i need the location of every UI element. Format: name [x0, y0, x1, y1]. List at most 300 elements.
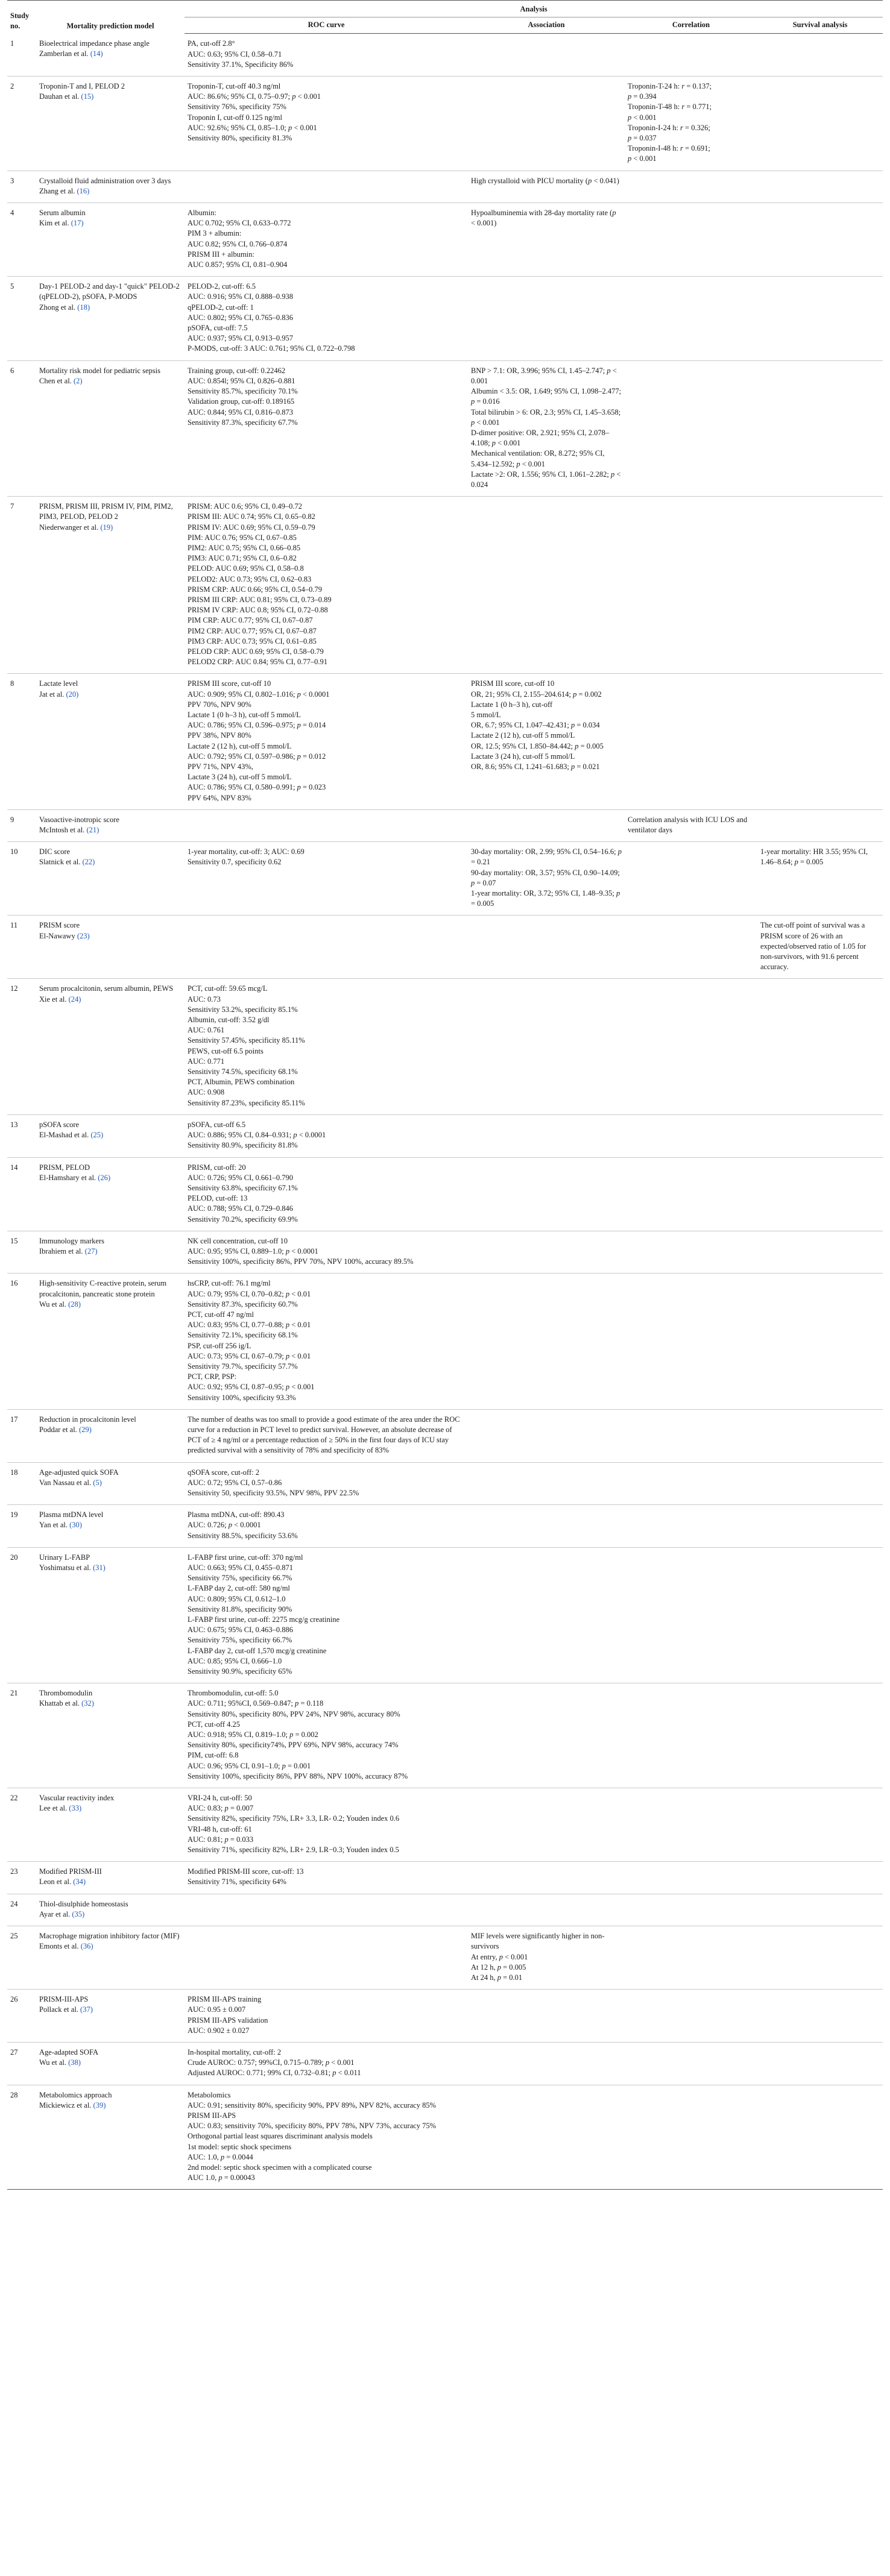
association-cell [468, 34, 625, 77]
association-cell [468, 277, 625, 360]
model-cell-line: Ayar et al. (35) [39, 1909, 85, 1918]
roc-cell-line: Sensitivity 100%, specificity 86%, PPV 88%, NPV 100%, accuracy 87% [188, 1771, 408, 1780]
model-cell-line: Zhang et al. (16) [39, 186, 90, 195]
association-cell-line: Lactate 2 (12 h), cut-off 5 mmol/L [471, 731, 575, 740]
roc-cell-line: Plasma mtDNA, cut-off: 890.43 [188, 1510, 285, 1519]
roc-cell-line: AUC: 0.63; 95% CI, 0.58–0.71 [188, 49, 282, 58]
roc-cell-line: PPV 70%, NPV 90% [188, 700, 251, 709]
roc-cell-line: PELOD: AUC 0.69; 95% CI, 0.58–0.8 [188, 564, 304, 573]
roc-cell-line: Sensitivity 88.5%, specificity 53.6% [188, 1531, 298, 1540]
model-cell [36, 1231, 185, 1274]
roc-cell-line: Sensitivity 71%, specificity 64% [188, 1877, 286, 1886]
study-number: 26 [7, 1990, 36, 2043]
roc-cell-line: PEWS, cut-off 6.5 points [188, 1046, 264, 1055]
survival-cell [757, 77, 883, 171]
association-cell [468, 1862, 625, 1894]
survival-cell [757, 2085, 883, 2190]
study-number: 12 [7, 979, 36, 1114]
roc-cell-line: Troponin I, cut-off 0.125 ng/ml [188, 113, 282, 122]
model-cell-line: Troponin-T and I, PELOD 2 [39, 82, 125, 91]
study-number: 11 [7, 916, 36, 979]
roc-cell [185, 1683, 468, 1788]
correlation-cell [625, 1157, 757, 1231]
roc-cell-line: PCT, cut-off 4.25 [188, 1720, 241, 1729]
model-cell [36, 77, 185, 171]
roc-cell-line: AUC: 0.96; 95% CI, 0.91–1.0; p = 0.001 [188, 1761, 311, 1770]
roc-cell-line: AUC: 0.83; p = 0.007 [188, 1804, 254, 1813]
roc-cell-line: PCT, CRP, PSP: [188, 1372, 237, 1381]
survival-cell [757, 2042, 883, 2085]
roc-cell-line: AUC: 1.0, p = 0.0044 [188, 2152, 253, 2161]
model-cell-line: Bioelectrical impedance phase angle [39, 39, 150, 48]
association-cell-line: Hypoalbuminemia with 28-day mortality rate (p < 0.001) [471, 209, 616, 228]
model-cell-line: Wu et al. (38) [39, 2058, 81, 2067]
association-cell [468, 1114, 625, 1157]
roc-cell-line: AUC: 0.95 ± 0.007 [188, 2005, 246, 2014]
model-cell-line: Day-1 PELOD-2 and day-1 "quick" PELOD-2 (qPELOD-2), pSOFA, P-MODS [39, 282, 180, 301]
model-cell-line: El-Hamshary et al. (26) [39, 1173, 111, 1182]
roc-cell-line: Sensitivity 57.45%, specificity 85.11% [188, 1036, 305, 1045]
roc-cell-line: PELOD2 CRP: AUC 0.84; 95% CI, 0.77–0.91 [188, 658, 327, 667]
correlation-cell-line: Troponin-I-48 h: r = 0.691; [628, 144, 710, 153]
model-cell [36, 674, 185, 809]
correlation-cell [625, 1547, 757, 1683]
roc-cell-line: PRISM IV CRP: AUC 0.8; 95% CI, 0.72–0.88 [188, 606, 328, 615]
correlation-cell [625, 2085, 757, 2190]
header-association: Association [468, 17, 625, 34]
roc-cell [185, 77, 468, 171]
survival-cell [757, 1462, 883, 1505]
correlation-cell [625, 360, 757, 496]
association-cell-line: OR, 12.5; 95% CI, 1.850–84.442; p = 0.005 [471, 741, 604, 750]
correlation-cell [625, 1788, 757, 1862]
roc-cell-line: AUC: 0.771 [188, 1057, 225, 1066]
roc-cell-line: PPV 38%, NPV 80% [188, 731, 251, 740]
association-cell-line: MIF levels were significantly higher in non-survivors [471, 1932, 605, 1951]
model-cell [36, 1157, 185, 1231]
association-cell [468, 1462, 625, 1505]
association-cell [468, 497, 625, 674]
survival-cell [757, 1862, 883, 1894]
roc-cell-line: Orthogonal partial least squares discriminant analysis models [188, 2132, 373, 2141]
roc-cell-line: PIM3 CRP: AUC 0.73; 95% CI, 0.61–0.85 [188, 636, 317, 646]
survival-cell [757, 203, 883, 277]
survival-cell [757, 916, 883, 979]
model-cell-line: PRISM, PRISM III, PRISM IV, PIM, PIM2, PIM3, PELOD, PELOD 2 [39, 502, 173, 521]
roc-cell-line: AUC: 0.844; 95% CI, 0.816–0.873 [188, 407, 293, 416]
study-number: 20 [7, 1547, 36, 1683]
roc-cell [185, 1409, 468, 1462]
association-cell-line: High crystalloid with PICU mortality (p < 0.041) [471, 176, 619, 185]
study-number: 24 [7, 1894, 36, 1926]
association-cell [468, 1505, 625, 1548]
model-cell-line: Yan et al. (30) [39, 1521, 82, 1530]
roc-cell-line: Sensitivity 80.9%, specificity 81.8% [188, 1141, 298, 1150]
study-number: 1 [7, 34, 36, 77]
association-cell-line: D-dimer positive: OR, 2.921; 95% CI, 2.078–4.108; p < 0.001 [471, 428, 610, 448]
roc-cell [185, 979, 468, 1114]
roc-cell-line: AUC 1.0, p = 0.00043 [188, 2173, 255, 2182]
roc-cell-line: PRISM III: AUC 0.74; 95% CI, 0.65–0.82 [188, 512, 315, 521]
roc-cell [185, 1114, 468, 1157]
association-cell-line: At 24 h, p = 0.01 [471, 1973, 523, 1982]
roc-cell-line: AUC: 0.786; 95% CI, 0.596–0.975; p = 0.014 [188, 721, 326, 730]
study-number: 17 [7, 1409, 36, 1462]
roc-cell-line: AUC: 0.83; 95% CI, 0.77–0.88; p < 0.01 [188, 1321, 311, 1330]
roc-cell [185, 1547, 468, 1683]
model-cell-line: Age-adjusted quick SOFA [39, 1468, 119, 1477]
roc-cell-line: Sensitivity 87.23%, specificity 85.11% [188, 1098, 305, 1107]
model-cell [36, 360, 185, 496]
table-row [7, 842, 883, 916]
roc-cell-line: AUC: 0.916; 95% CI, 0.888–0.938 [188, 292, 293, 301]
table-row [7, 2085, 883, 2190]
roc-cell [185, 203, 468, 277]
table-row [7, 1274, 883, 1409]
roc-cell-line: AUC: 0.72; 95% CI, 0.57–0.86 [188, 1478, 282, 1487]
roc-cell-line: PRISM III score, cut-off 10 [188, 679, 271, 688]
association-cell [468, 77, 625, 171]
survival-cell [757, 1231, 883, 1274]
roc-cell-line: Sensitivity 80%, specificity74%, PPV 69%, NPV 98%, accuracy 74% [188, 1741, 399, 1750]
roc-cell-line: Sensitivity 76%, specificity 75% [188, 102, 286, 112]
survival-cell [757, 1926, 883, 1990]
model-cell [36, 842, 185, 916]
roc-cell-line: VRI-48 h, cut-off: 61 [188, 1824, 252, 1833]
study-number: 14 [7, 1157, 36, 1231]
roc-cell-line: VRI-24 h, cut-off: 50 [188, 1794, 252, 1803]
roc-cell-line: Thrombomodulin, cut-off: 5.0 [188, 1689, 279, 1698]
study-number: 2 [7, 77, 36, 171]
roc-cell-line: PRISM III CRP: AUC 0.81; 95% CI, 0.73–0.89 [188, 595, 332, 604]
survival-cell [757, 497, 883, 674]
study-table [7, 0, 883, 2190]
association-cell [468, 1683, 625, 1788]
roc-cell-line: Sensitivity 81.8%, specificity 90% [188, 1604, 292, 1613]
roc-cell-line: PELOD CRP: AUC 0.69; 95% CI, 0.58–0.79 [188, 647, 324, 656]
roc-cell-line: Training group, cut-off: 0.22462 [188, 366, 286, 375]
model-cell-line: Emonts et al. (36) [39, 1942, 93, 1951]
roc-cell [185, 2042, 468, 2085]
model-cell [36, 1990, 185, 2043]
roc-cell-line: AUC: 0.792; 95% CI, 0.597–0.986; p = 0.012 [188, 752, 326, 761]
roc-cell-line: PSP, cut-off 256 ig/L [188, 1341, 251, 1350]
survival-cell [757, 1409, 883, 1462]
model-cell [36, 809, 185, 841]
roc-cell-line: AUC: 0.802; 95% CI, 0.765–0.836 [188, 313, 293, 322]
association-cell-line: OR, 6.7; 95% CI, 1.047–42.431; p = 0.034 [471, 721, 600, 730]
roc-cell-line: AUC: 0.663; 95% CI, 0.455–0.871 [188, 1563, 293, 1572]
roc-cell-line: AUC: 0.726; 95% CI, 0.661–0.790 [188, 1173, 293, 1182]
study-number: 5 [7, 277, 36, 360]
roc-cell-line: PIM3: AUC 0.71; 95% CI, 0.6–0.82 [188, 554, 297, 563]
survival-cell-line: 1-year mortality: HR 3.55; 95% CI, 1.46–8.64; p = 0.005 [760, 847, 868, 867]
association-cell [468, 1231, 625, 1274]
association-cell [468, 1409, 625, 1462]
model-cell-line: Serum procalcitonin, serum albumin, PEWS [39, 984, 174, 993]
roc-cell-line: PA, cut-off 2.8° [188, 39, 235, 48]
roc-cell-line: AUC: 0.761 [188, 1026, 225, 1035]
model-cell-line: Plasma mtDNA level [39, 1510, 104, 1519]
roc-cell-line: Sensitivity 100%, specificity 86%, PPV 70%, NPV 100%, accuracy 89.5% [188, 1257, 414, 1266]
table-row [7, 1788, 883, 1862]
roc-cell-line: qSOFA score, cut-off: 2 [188, 1468, 259, 1477]
model-cell [36, 979, 185, 1114]
model-cell-line: PRISM-III-APS [39, 1995, 89, 2004]
association-cell [468, 203, 625, 277]
association-cell [468, 1926, 625, 1990]
roc-cell [185, 1926, 468, 1990]
table-row [7, 1894, 883, 1926]
association-cell-line: Albumin < 3.5: OR, 1.649; 95% CI, 1.098–2.477; p = 0.016 [471, 387, 622, 406]
roc-cell-line: AUC: 0.81; p = 0.033 [188, 1835, 254, 1844]
roc-cell [185, 1990, 468, 2043]
table-row [7, 809, 883, 841]
association-cell [468, 2042, 625, 2085]
roc-cell [185, 916, 468, 979]
study-number: 7 [7, 497, 36, 674]
roc-cell-line: NK cell concentration, cut-off 10 [188, 1236, 288, 1245]
correlation-cell [625, 1862, 757, 1894]
survival-cell [757, 1505, 883, 1548]
roc-cell-line: Sensitivity 71%, specificity 82%, LR+ 2.9, LR−0.3; Youden index 0.5 [188, 1846, 399, 1855]
survival-cell [757, 674, 883, 809]
roc-cell-line: PRISM III-APS training [188, 1995, 262, 2004]
model-cell-line: Reduction in procalcitonin level [39, 1415, 136, 1424]
model-cell-line: High-sensitivity C-reactive protein, serum procalcitonin, pancreatic stone protein [39, 1279, 167, 1298]
model-cell-line: Mickiewicz et al. (39) [39, 2100, 106, 2109]
roc-cell [185, 674, 468, 809]
association-cell-line: BNP > 7.1: OR, 3.996; 95% CI, 1.45–2.747; p < 0.001 [471, 366, 617, 385]
model-cell [36, 1894, 185, 1926]
model-cell [36, 1683, 185, 1788]
model-cell-line: Vasoactive-inotropic score [39, 815, 119, 824]
roc-cell-line: AUC: 0.726; p < 0.0001 [188, 1521, 261, 1530]
model-cell [36, 1547, 185, 1683]
roc-cell-line: Sensitivity 90.9%, specificity 65% [188, 1667, 292, 1676]
correlation-cell [625, 1926, 757, 1990]
roc-cell [185, 2085, 468, 2190]
roc-cell-line: Albumin, cut-off: 3.52 g/dl [188, 1016, 270, 1025]
table-header [7, 1, 883, 34]
roc-cell-line: Albumin: [188, 209, 216, 218]
roc-cell-line: AUC: 0.711; 95%CI, 0.569–0.847; p = 0.118 [188, 1699, 324, 1708]
model-cell-line: PRISM score [39, 921, 80, 930]
survival-cell [757, 1547, 883, 1683]
model-cell-line: Metabolomics approach [39, 2090, 112, 2099]
association-cell [468, 171, 625, 203]
correlation-cell-line: p < 0.001 [628, 113, 657, 122]
roc-cell-line: AUC: 0.786; 95% CI, 0.580–0.991; p = 0.023 [188, 783, 326, 792]
model-cell-line: Modified PRISM-III [39, 1867, 102, 1876]
study-number: 28 [7, 2085, 36, 2190]
correlation-cell-line: Troponin-T-24 h: r = 0.137; [628, 82, 712, 91]
roc-cell [185, 1462, 468, 1505]
model-cell-line: Mortality risk model for pediatric sepsis [39, 366, 161, 375]
table-row [7, 1683, 883, 1788]
roc-cell-line: Lactate 1 (0 h–3 h), cut-off 5 mmol/L [188, 710, 301, 719]
survival-cell [757, 1683, 883, 1788]
roc-cell-line: Crude AUROC: 0.757; 99%CI, 0.715–0.789; p < 0.001 [188, 2058, 355, 2067]
roc-cell-line: Lactate 2 (12 h), cut-off 5 mmol/L [188, 741, 292, 750]
correlation-cell [625, 842, 757, 916]
model-cell [36, 1462, 185, 1505]
roc-cell-line: Metabolomics [188, 2090, 231, 2099]
association-cell-line: Mechanical ventilation: OR, 8.272; 95% CI, 5.434–12.592; p < 0.001 [471, 449, 605, 468]
roc-cell-line: AUC: 0.809; 95% CI, 0.612–1.0 [188, 1594, 286, 1603]
table-row [7, 1862, 883, 1894]
survival-cell [757, 1157, 883, 1231]
roc-cell-line: Lactate 3 (24 h), cut-off 5 mmol/L [188, 773, 292, 782]
table-row [7, 1926, 883, 1990]
association-cell [468, 1788, 625, 1862]
correlation-cell [625, 34, 757, 77]
correlation-cell-line: p < 0.001 [628, 154, 657, 163]
roc-cell-line: AUC: 0.79; 95% CI, 0.70–0.82; p < 0.01 [188, 1289, 311, 1298]
model-cell [36, 171, 185, 203]
roc-cell-line: 1-year mortality, cut-off: 3; AUC: 0.69 [188, 847, 305, 856]
model-cell [36, 277, 185, 360]
model-cell [36, 2042, 185, 2085]
model-cell-line: Serum albumin [39, 209, 86, 218]
roc-cell-line: Sensitivity 75%, specificity 66.7% [188, 1574, 292, 1583]
model-cell-line: El-Mashad et al. (25) [39, 1131, 104, 1140]
roc-cell [185, 809, 468, 841]
model-cell [36, 1505, 185, 1548]
roc-cell-line: L-FABP first urine, cut-off: 370 ng/ml [188, 1553, 303, 1562]
model-cell-line: Xie et al. (24) [39, 994, 81, 1004]
study-number: 13 [7, 1114, 36, 1157]
roc-cell-line: PCT, cut-off 47 ng/ml [188, 1310, 254, 1319]
survival-cell [757, 1274, 883, 1409]
roc-cell-line: Sensitivity 53.2%, specificity 85.1% [188, 1005, 298, 1014]
table-row [7, 1157, 883, 1231]
roc-cell-line: AUC 0.857; 95% CI, 0.81–0.904 [188, 260, 288, 269]
model-cell-line: Zamberlan et al. (14) [39, 49, 103, 58]
model-cell-line: Leon et al. (34) [39, 1877, 86, 1886]
roc-cell-line: AUC: 0.85; 95% CI, 0.666–1.0 [188, 1656, 282, 1665]
roc-cell-line: Sensitivity 63.8%, specificity 67.1% [188, 1183, 298, 1192]
correlation-cell [625, 171, 757, 203]
roc-cell-line: AUC 0.82; 95% CI, 0.766–0.874 [188, 239, 288, 248]
association-cell [468, 979, 625, 1114]
correlation-cell [625, 497, 757, 674]
study-number: 6 [7, 360, 36, 496]
roc-cell-line: L-FABP first urine, cut-off: 2275 mcg/g creatinine [188, 1615, 340, 1624]
header-study-no: Study no. [7, 1, 36, 34]
roc-cell-line: PPV 71%, NPV 43%, [188, 762, 253, 771]
roc-cell-line: L-FABP day 2, cut-off 1,570 mcg/g creatinine [188, 1646, 327, 1655]
association-cell [468, 842, 625, 916]
roc-cell-line: PRISM III-APS [188, 2111, 236, 2120]
model-cell-line: Slatnick et al. (22) [39, 858, 95, 867]
correlation-cell [625, 2042, 757, 2085]
roc-cell-line: AUC: 0.73; 95% CI, 0.67–0.79; p < 0.01 [188, 1351, 311, 1360]
table-row [7, 1505, 883, 1548]
correlation-cell [625, 1114, 757, 1157]
table-row [7, 203, 883, 277]
association-cell [468, 1274, 625, 1409]
table-row [7, 171, 883, 203]
model-cell [36, 1114, 185, 1157]
model-cell [36, 1274, 185, 1409]
header-roc: ROC curve [185, 17, 468, 34]
correlation-cell [625, 979, 757, 1114]
model-cell-line: Van Nassau et al. (5) [39, 1478, 102, 1487]
roc-cell-line: Sensitivity 72.1%, specificity 68.1% [188, 1331, 298, 1340]
model-cell-line: Poddar et al. (29) [39, 1425, 92, 1434]
roc-cell-line: AUC: 0.91; sensitivity 80%, specificity 90%, PPV 89%, NPV 82%, accuracy 85% [188, 2100, 436, 2109]
model-cell-line: Lactate level [39, 679, 78, 688]
association-cell-line: OR, 8.6; 95% CI, 1.241–61.683; p = 0.021 [471, 762, 600, 771]
correlation-cell [625, 77, 757, 171]
study-number: 27 [7, 2042, 36, 2085]
roc-cell [185, 497, 468, 674]
roc-cell-line: Sensitivity 50, specificity 93.5%, NPV 98%, PPV 22.5% [188, 1488, 359, 1497]
correlation-cell-line: Troponin-T-48 h: r = 0.771; [628, 102, 712, 112]
study-number: 22 [7, 1788, 36, 1862]
model-cell-line: Wu et al. (28) [39, 1299, 81, 1308]
table-row [7, 497, 883, 674]
roc-cell-line: The number of deaths was too small to provide a good estimate of the area under the ROC curve for a reduction in PCT level to predict survival. However, an absolute decrease of PCT of ≥ 4 ng/ml or a percentage reduction of ≥ 50% in the first four days of ICU stay predicted survival with a sensitivity of 78% and specificity of 83% [188, 1415, 460, 1455]
correlation-cell [625, 1409, 757, 1462]
correlation-cell-line: p = 0.394 [628, 92, 657, 101]
survival-cell [757, 1114, 883, 1157]
roc-cell-line: AUC: 0.675; 95% CI, 0.463–0.886 [188, 1626, 293, 1635]
roc-cell-line: AUC: 86.6%; 95% CI, 0.75–0.97; p < 0.001 [188, 92, 321, 101]
study-number: 4 [7, 203, 36, 277]
roc-cell-line: Sensitivity 74.5%, specificity 68.1% [188, 1067, 298, 1076]
association-cell [468, 1157, 625, 1231]
association-cell [468, 1990, 625, 2043]
correlation-cell [625, 1231, 757, 1274]
model-cell-line: PRISM, PELOD [39, 1163, 90, 1172]
association-cell-line: OR, 21; 95% CI, 2.155–204.614; p = 0.002 [471, 690, 602, 699]
header-correlation: Correlation [625, 17, 757, 34]
model-cell-line: Zhong et al. (18) [39, 303, 90, 312]
roc-cell [185, 1505, 468, 1548]
roc-cell-line: Sensitivity 85.7%, specificity 70.1% [188, 387, 298, 396]
model-cell-line: McIntosh et al. (21) [39, 826, 99, 835]
header-survival: Survival analysis [757, 17, 883, 34]
model-cell [36, 1409, 185, 1462]
roc-cell-line: PRISM: AUC 0.6; 95% CI, 0.49–0.72 [188, 502, 302, 511]
correlation-cell [625, 1462, 757, 1505]
roc-cell-line: Sensitivity 75%, specificity 66.7% [188, 1636, 292, 1645]
model-cell-line: Ibrahiem et al. (27) [39, 1246, 98, 1255]
model-cell-line: Kim et al. (17) [39, 219, 84, 228]
correlation-cell [625, 674, 757, 809]
roc-cell [185, 1157, 468, 1231]
model-cell [36, 203, 185, 277]
model-cell-line: Chen et al. (2) [39, 376, 83, 385]
table-row [7, 2042, 883, 2085]
survival-cell-line: The cut-off point of survival was a PRISM score of 26 with an expected/observed ratio of 1.05 for non-survivors, with 91.6 percent accuracy. [760, 921, 866, 972]
model-cell-line: Thrombomodulin [39, 1689, 93, 1698]
roc-cell-line: Adjusted AUROC: 0.771; 99% CI, 0.732–0.81; p < 0.011 [188, 2069, 361, 2078]
survival-cell [757, 979, 883, 1114]
correlation-cell [625, 1274, 757, 1409]
header-analysis: Analysis [185, 1, 883, 17]
table-row [7, 979, 883, 1114]
correlation-cell [625, 203, 757, 277]
roc-cell-line: hsCRP, cut-off: 76.1 mg/ml [188, 1279, 271, 1288]
survival-cell [757, 171, 883, 203]
model-cell-line: Age-adapted SOFA [39, 2047, 99, 2056]
roc-cell-line: Sensitivity 87.3%, specificity 67.7% [188, 418, 298, 427]
table-row [7, 674, 883, 809]
model-cell-line: Pollack et al. (37) [39, 2005, 93, 2014]
